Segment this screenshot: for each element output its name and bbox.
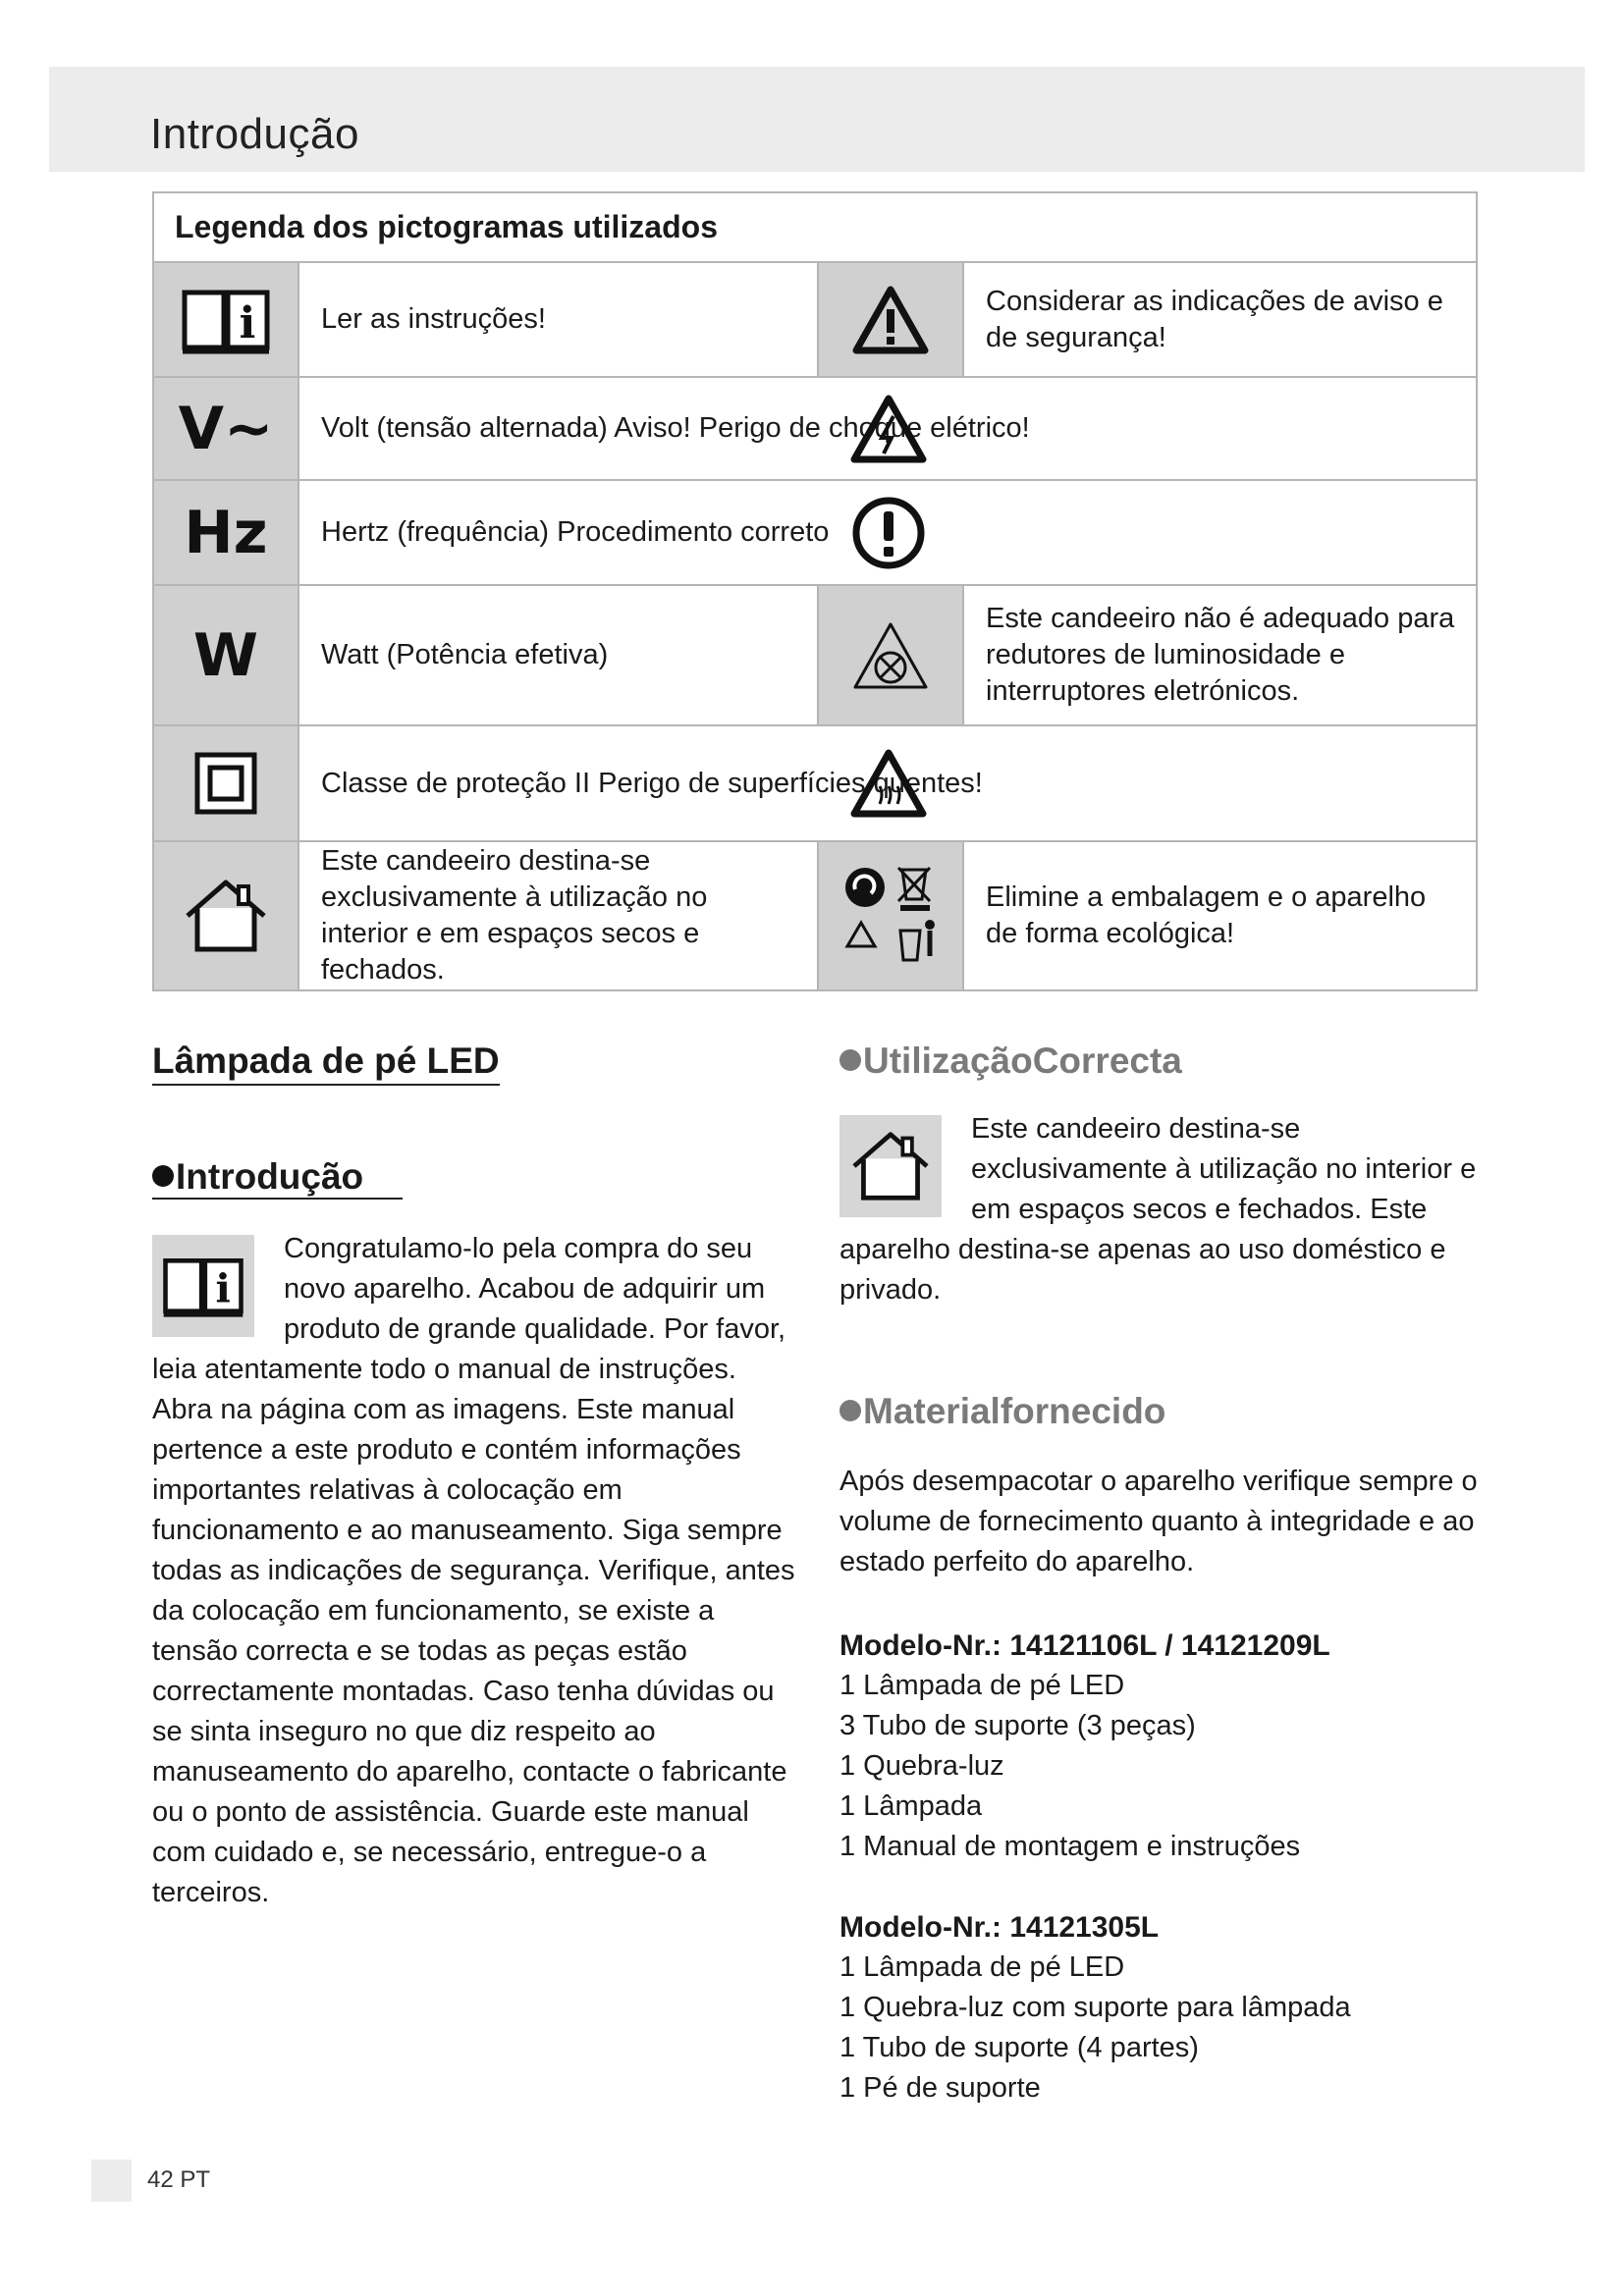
- list-item: 3 Tubo de suporte (3 peças): [839, 1710, 1196, 1741]
- list-item: 1 Quebra-luz com suporte para lâmpada: [839, 1992, 1351, 2023]
- svg-text:i: i: [215, 1264, 231, 1312]
- recycling-disposal-icon: [817, 842, 962, 989]
- legend-text: Ler as instruções!: [298, 263, 817, 376]
- legend-text: Classe de proteção II Perigo de superfícies quentes!: [298, 726, 1476, 840]
- page-title: Introdução: [150, 110, 359, 158]
- intro-body: [152, 1229, 800, 1913]
- product-title: Lâmpada de pé LED: [152, 1041, 500, 1086]
- model-2-title: Modelo-Nr.: 14121305L: [839, 1911, 1160, 1944]
- list-item: 1 Lâmpada: [839, 1790, 983, 1822]
- book-info-icon: [154, 263, 298, 376]
- legend-text: Watt (Potência efetiva): [298, 586, 817, 724]
- legend-row: [154, 842, 1476, 989]
- page-language: PT: [180, 2166, 211, 2193]
- supplied-section: [839, 1391, 1488, 1582]
- bullet-icon: [839, 1400, 861, 1421]
- model-2-items: [839, 1948, 1488, 2109]
- model-1-title: Modelo-Nr.: 14121106L / 14121209L: [839, 1629, 1330, 1662]
- model-2: [839, 1907, 1488, 2109]
- supplied-paragraph: Após desempacotar o aparelho verifique sempre o volume de fornecimento quanto à integridade e ao estado perfeito do aparelho.: [839, 1466, 1478, 1577]
- hot-surface-warning-icon: [817, 726, 960, 840]
- legend-title: Legenda dos pictogramas utilizados: [154, 193, 1476, 263]
- indoor-house-icon: [154, 842, 298, 989]
- watt-symbol: W: [192, 620, 259, 690]
- supplied-heading: [839, 1391, 1165, 1432]
- volt-symbol: V~: [178, 394, 274, 463]
- header-band: [49, 67, 1585, 172]
- svg-text:i: i: [239, 297, 256, 348]
- watt-icon: [154, 586, 298, 724]
- legend-text: Considerar as indicações de aviso e de segurança!: [962, 263, 1476, 376]
- usage-heading: [839, 1041, 1182, 1082]
- list-item: 1 Tubo de suporte (4 partes): [839, 2032, 1199, 2063]
- legend-row: [154, 586, 1476, 726]
- legend-row: [154, 481, 1476, 586]
- legend-text: Este candeeiro destina-se exclusivamente à utilização no interior e em espaços secos e fechados.: [298, 842, 817, 989]
- electric-shock-warning-icon: [817, 378, 960, 479]
- legend-text: Hertz (frequência) Procedimento correto: [298, 481, 1476, 584]
- list-item: 1 Lâmpada de pé LED: [839, 1951, 1125, 1983]
- page-number: [147, 2166, 210, 2194]
- warning-triangle-icon: [817, 263, 962, 376]
- protection-class-ii-icon: [154, 726, 298, 840]
- model-1: [839, 1626, 1488, 1867]
- bullet-icon: [839, 1049, 861, 1071]
- model-1-items: [839, 1666, 1488, 1867]
- page-number-box: [91, 2160, 132, 2202]
- usage-body: [839, 1109, 1488, 1310]
- page-number-value: 42: [147, 2166, 174, 2193]
- book-info-icon: [152, 1235, 254, 1337]
- hertz-symbol: Hz: [184, 498, 268, 567]
- list-item: 1 Pé de suporte: [839, 2072, 1041, 2104]
- left-column: [152, 1041, 800, 1913]
- pictogram-legend-table: [152, 191, 1478, 991]
- legend-row: [154, 378, 1476, 481]
- legend-text: Volt (tensão alternada) Aviso! Perigo de choque elétrico!: [298, 378, 1476, 479]
- exclamation-circle-icon: [817, 481, 960, 584]
- list-item: 1 Manual de montagem e instruções: [839, 1831, 1301, 1862]
- bullet-icon: [152, 1165, 174, 1187]
- supplied-heading-label: Materialfornecido: [863, 1391, 1166, 1431]
- legend-text: Este candeeiro não é adequado para redutores de luminosidade e interruptores eletrónicos.: [962, 586, 1476, 724]
- list-item: 1 Lâmpada de pé LED: [839, 1670, 1125, 1701]
- volt-ac-icon: [154, 378, 298, 479]
- intro-heading-label: Introdução: [176, 1156, 364, 1197]
- indoor-house-icon: [839, 1115, 942, 1217]
- usage-paragraph: Este candeeiro destina-se exclusivamente à utilização no interior e em espaços secos e fechados. Este aparelho destina-se apenas ao uso doméstico e privado.: [839, 1113, 1477, 1306]
- legend-text: Elimine a embalagem e o aparelho de forma ecológica!: [962, 842, 1476, 989]
- intro-paragraph: Congratulamo-lo pela compra do seu novo aparelho. Acabou de adquirir um produto de grande qualidade. Por favor, leia atentamente todo o manual de instruções. Abra na página com as imagens. Este manual pertence a este produto e contém informações importantes relativas à colocação em funcionamento e ao manuseamento. Siga sempre todas as indicações de segurança. Verifique, antes da colocação em funcionamento, se existe a tensão correcta e se todas as peças estão correctamente montadas. Caso tenha dúvidas ou se sinta inseguro no que diz respeito ao manuseamento do aparelho, contacte o fabricante ou o ponto de assistência. Guarde este manual com cuidado e, se necessário, entregue-o a terceiros.: [152, 1233, 795, 1908]
- hertz-icon: [154, 481, 298, 584]
- legend-row: [154, 726, 1476, 842]
- right-column: [839, 1041, 1488, 2109]
- legend-row: [154, 263, 1476, 378]
- intro-section: [152, 1156, 800, 1200]
- list-item: 1 Quebra-luz: [839, 1750, 1004, 1782]
- usage-heading-label: UtilizaçãoCorrecta: [863, 1041, 1182, 1081]
- no-dimmer-icon: [817, 586, 962, 724]
- intro-heading: [152, 1156, 403, 1200]
